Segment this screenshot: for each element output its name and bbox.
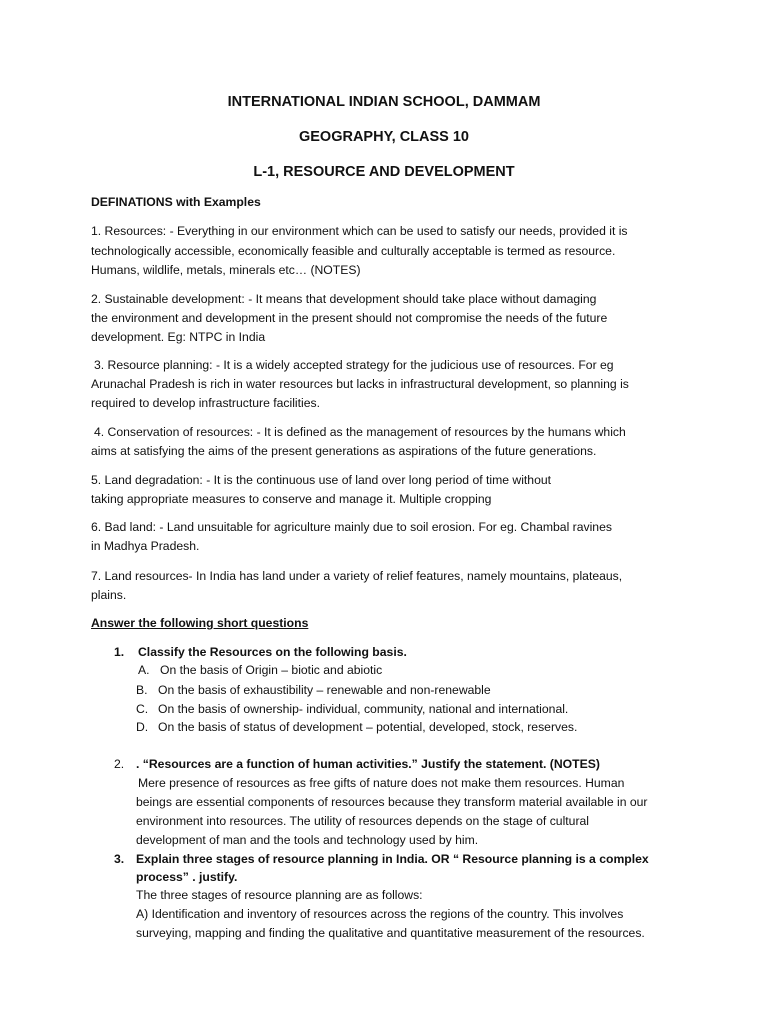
- question-text: process” . justify.: [136, 870, 238, 884]
- definition-line: taking appropriate measures to conserve and manage it. Multiple cropping: [91, 492, 492, 506]
- subject-title: GEOGRAPHY, CLASS 10: [298, 129, 469, 145]
- school-title: INTERNATIONAL INDIAN SCHOOL, DAMMAM: [227, 94, 541, 110]
- definition-line: 2. Sustainable development: - It means that development should take place without damaging: [91, 292, 597, 306]
- option-letter: A.: [138, 663, 150, 677]
- option-letter: D.: [136, 720, 149, 734]
- answer-line: beings are essential components of resources because they transform material available in our: [136, 795, 648, 809]
- definition-line: 7. Land resources- In India has land under a variety of relief features, namely mountains, plateaus,: [91, 569, 623, 583]
- definition-line: the environment and development in the present should not compromise the needs of the future: [91, 311, 608, 325]
- question-number: 1.: [114, 645, 125, 659]
- answer-line: surveying, mapping and finding the qualitative and quantitative measurement of the resources.: [136, 926, 645, 940]
- definition-line: plains.: [91, 588, 127, 602]
- lesson-title: L-1, RESOURCE AND DEVELOPMENT: [253, 164, 515, 180]
- definition-line: Humans, wildlife, metals, minerals etc… (NOTES): [91, 263, 361, 277]
- questions-heading: Answer the following short questions: [91, 616, 309, 630]
- definition-line: 4. Conservation of resources: - It is defined as the management of resources by the humans which: [94, 425, 626, 439]
- question-number: 3.: [114, 852, 125, 866]
- question-text: Classify the Resources on the following basis.: [138, 645, 407, 659]
- definitions-heading: DEFINATIONS with Examples: [91, 195, 261, 209]
- option-text: On the basis of status of development – potential, developed, stock, reserves.: [158, 720, 578, 734]
- option-text: On the basis of Origin – biotic and abiotic: [160, 663, 383, 677]
- question-text: . “Resources are a function of human activities.” Justify the statement. (NOTES): [136, 757, 600, 771]
- option-text: On the basis of ownership- individual, community, national and international.: [158, 702, 569, 716]
- answer-line: Mere presence of resources as free gifts of nature does not make them resources. Human: [138, 776, 625, 790]
- question-number: 2.: [114, 757, 125, 771]
- option-letter: B.: [136, 683, 148, 697]
- definition-line: 6. Bad land: - Land unsuitable for agriculture mainly due to soil erosion. For eg. Chambal ravines: [91, 520, 612, 534]
- definition-line: in Madhya Pradesh.: [91, 539, 200, 553]
- answer-line: The three stages of resource planning are as follows:: [136, 888, 423, 902]
- option-text: On the basis of exhaustibility – renewable and non-renewable: [158, 683, 491, 697]
- definition-line: 3. Resource planning: - It is a widely accepted strategy for the judicious use of resources. For eg: [94, 358, 614, 372]
- definition-line: technologically accessible, economically feasible and culturally acceptable is termed as resource.: [91, 244, 616, 258]
- answer-line: environment into resources. The utility of resources depends on the stage of cultural: [136, 814, 589, 828]
- definition-line: 1. Resources: - Everything in our environment which can be used to satisfy our needs, provided it is: [91, 224, 628, 238]
- definition-line: required to develop infrastructure facilities.: [91, 396, 320, 410]
- answer-line: development of man and the tools and technology used by him.: [136, 833, 479, 847]
- option-letter: C.: [136, 702, 149, 716]
- definition-line: aims at satisfying the aims of the present generations as aspirations of the future generations.: [91, 444, 597, 458]
- definition-line: 5. Land degradation: - It is the continuous use of land over long period of time without: [91, 473, 552, 487]
- question-text: Explain three stages of resource planning in India. OR “ Resource planning is a complex: [136, 852, 649, 866]
- definition-line: development. Eg: NTPC in India: [91, 330, 266, 344]
- definition-line: Arunachal Pradesh is rich in water resources but lacks in infrastructural development, so planning is: [91, 377, 629, 391]
- answer-line: A) Identification and inventory of resources across the regions of the country. This involves: [136, 907, 624, 921]
